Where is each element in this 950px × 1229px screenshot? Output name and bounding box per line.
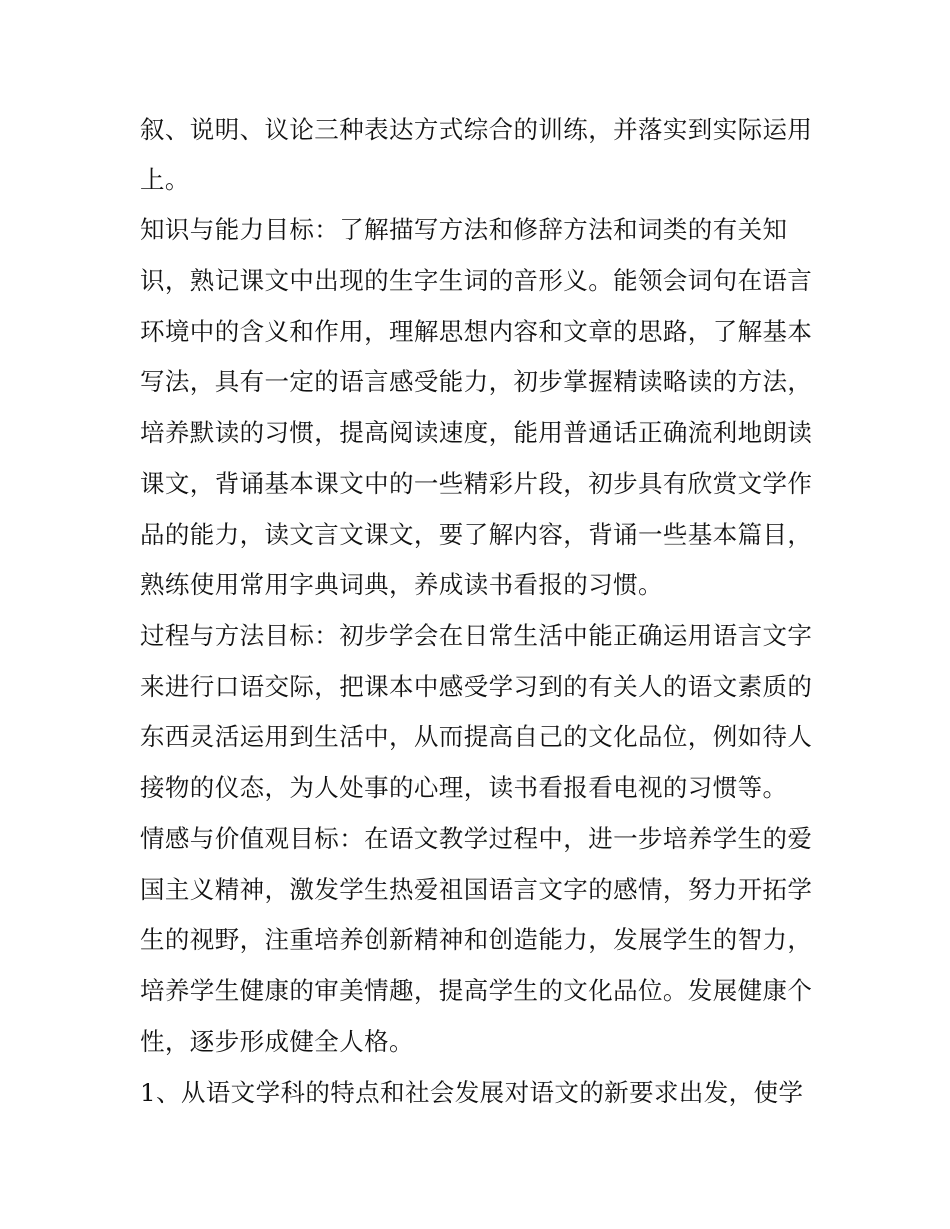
text-line: 过程与方法目标：初步学会在日常生活中能正确运用语言文字 (140, 621, 813, 650)
text-line: 情感与价值观目标：在语文教学过程中，进一步培养学生的爱 (140, 824, 813, 853)
text-line: 培养学生健康的审美情趣，提高学生的文化品位。发展健康个 (140, 976, 813, 1005)
text-line: 性，逐步形成健全人格。 (140, 1027, 414, 1056)
text-line: 来进行口语交际，把课本中感受学习到的有关人的语文素质的 (140, 672, 813, 701)
text-line: 生的视野，注重培养创新精神和创造能力，发展学生的智力， (140, 925, 813, 954)
text-line: 识，熟记课文中出现的生字生词的音形义。能领会词句在语言 (140, 266, 813, 295)
text-line: 品的能力，读文言文课文，要了解内容，背诵一些基本篇目， (140, 520, 813, 549)
text-line: 环境中的含义和作用，理解思想内容和文章的思路，了解基本 (140, 317, 813, 346)
text-line: 1、从语文学科的特点和社会发展对语文的新要求出发，使学 (140, 1078, 804, 1107)
text-line: 上。 (140, 165, 190, 194)
text-line: 写法，具有一定的语言感受能力，初步掌握精读略读的方法， (140, 367, 813, 396)
text-line: 课文，背诵基本课文中的一些精彩片段，初步具有欣赏文学作 (140, 469, 813, 498)
text-line: 东西灵活运用到生活中，从而提高自己的文化品位，例如待人 (140, 722, 813, 751)
text-line: 接物的仪态，为人处事的心理，读书看报看电视的习惯等。 (140, 773, 788, 802)
text-line: 知识与能力目标：了解描写方法和修辞方法和词类的有关知 (140, 215, 788, 244)
text-line: 国主义精神，激发学生热爱祖国语言文字的感情，努力开拓学 (140, 875, 813, 904)
text-line: 培养默读的习惯，提高阅读速度，能用普通话正确流利地朗读 (140, 418, 813, 447)
text-line: 熟练使用常用字典词典，养成读书看报的习惯。 (140, 570, 663, 599)
text-line: 叙、说明、议论三种表达方式综合的训练，并落实到实际运用 (140, 115, 813, 144)
